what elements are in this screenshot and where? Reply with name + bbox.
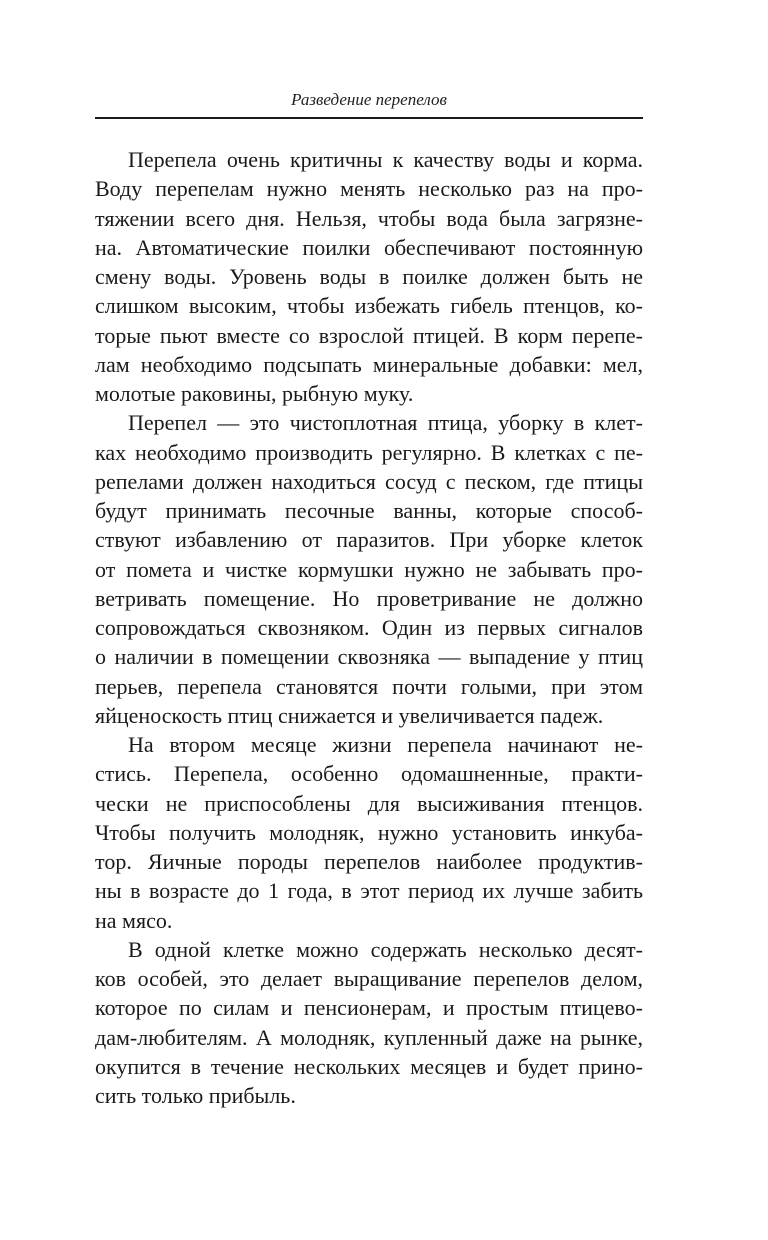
paragraph-4 [95,935,643,1111]
text-line: молотые раковины, рыбную муку. [95,381,414,406]
running-header: Разведение перепелов [291,90,447,109]
header-rule [95,117,643,119]
text-line: Воду перепелам нужно менять несколько раз на про- [95,176,643,202]
text-line: тяжении всего дня. Нельзя, чтобы вода была загрязне- [95,205,643,231]
text-line: репелами должен находиться сосуд с песком, где птицы [95,468,643,494]
text-line: о наличии в помещении сквозняка — выпадение у птиц [95,644,643,670]
text-line: Перепела очень критичны к качеству воды и корма. [128,147,643,172]
text-line: которое по силам и пенсионерам, и простым птицево- [95,995,643,1021]
text-line: торые пьют вместе со взрослой птицей. В корм перепе- [95,322,643,348]
text-line: В одной клетке можно содержать несколько десят- [128,936,643,962]
text-line: дам-любителям. А молодняк, купленный даже на рынке, [95,1024,643,1050]
text-line: ков особей, это делает выращивание перепелов делом, [95,966,643,991]
text-line: смену воды. Уровень воды в поилке должен быть не [95,264,643,289]
paragraph-3 [95,730,643,935]
text-line: лам необходимо подсыпать минеральные добавки: мел, [95,351,643,377]
body-text [95,145,643,1110]
text-line: яйценоскость птиц снижается и увеличивается падеж. [95,702,604,728]
text-line: будут принимать песочные ванны, которые способ- [95,498,643,523]
paragraph-2 [95,408,643,730]
text-line: ствуют избавлению от паразитов. При уборке клеток [95,527,643,553]
text-line: слишком высоким, чтобы избежать гибель птенцов, ко- [95,293,643,319]
text-line: от помета и чистке кормушки нужно не забывать про- [95,556,643,582]
text-line: На втором месяце жизни перепела начинают не- [128,732,643,757]
text-line: ках необходимо производить регулярно. В клетках с пе- [95,439,643,465]
text-line: ветривать помещение. Но проветривание не должно [95,585,643,611]
text-line: сить только прибыль. [95,1083,296,1108]
text-line: перьев, перепела становятся почти голыми, при этом [95,673,643,699]
text-line: на. Автоматические поилки обеспечивают постоянную [95,234,643,260]
text-line: сопровождаться сквозняком. Один из первых сигналов [95,615,643,640]
text-line: тор. Яичные породы перепелов наиболее продуктив- [95,849,643,874]
text-line: чески не приспособлены для высиживания птенцов. [95,790,643,816]
text-line: на мясо. [95,907,173,933]
text-line: Чтобы получить молодняк, нужно установить инкуба- [95,819,643,845]
text-line: ны в возрасте до 1 года, в этот период их лучше забить [95,878,643,904]
text-line: стись. Перепела, особенно одомашненные, практи- [95,761,643,787]
text-line: Перепел — это чистоплотная птица, уборку в клет- [128,410,643,436]
paragraph-1 [95,145,643,408]
text-line: окупится в течение нескольких месяцев и будет прино- [95,1053,643,1079]
